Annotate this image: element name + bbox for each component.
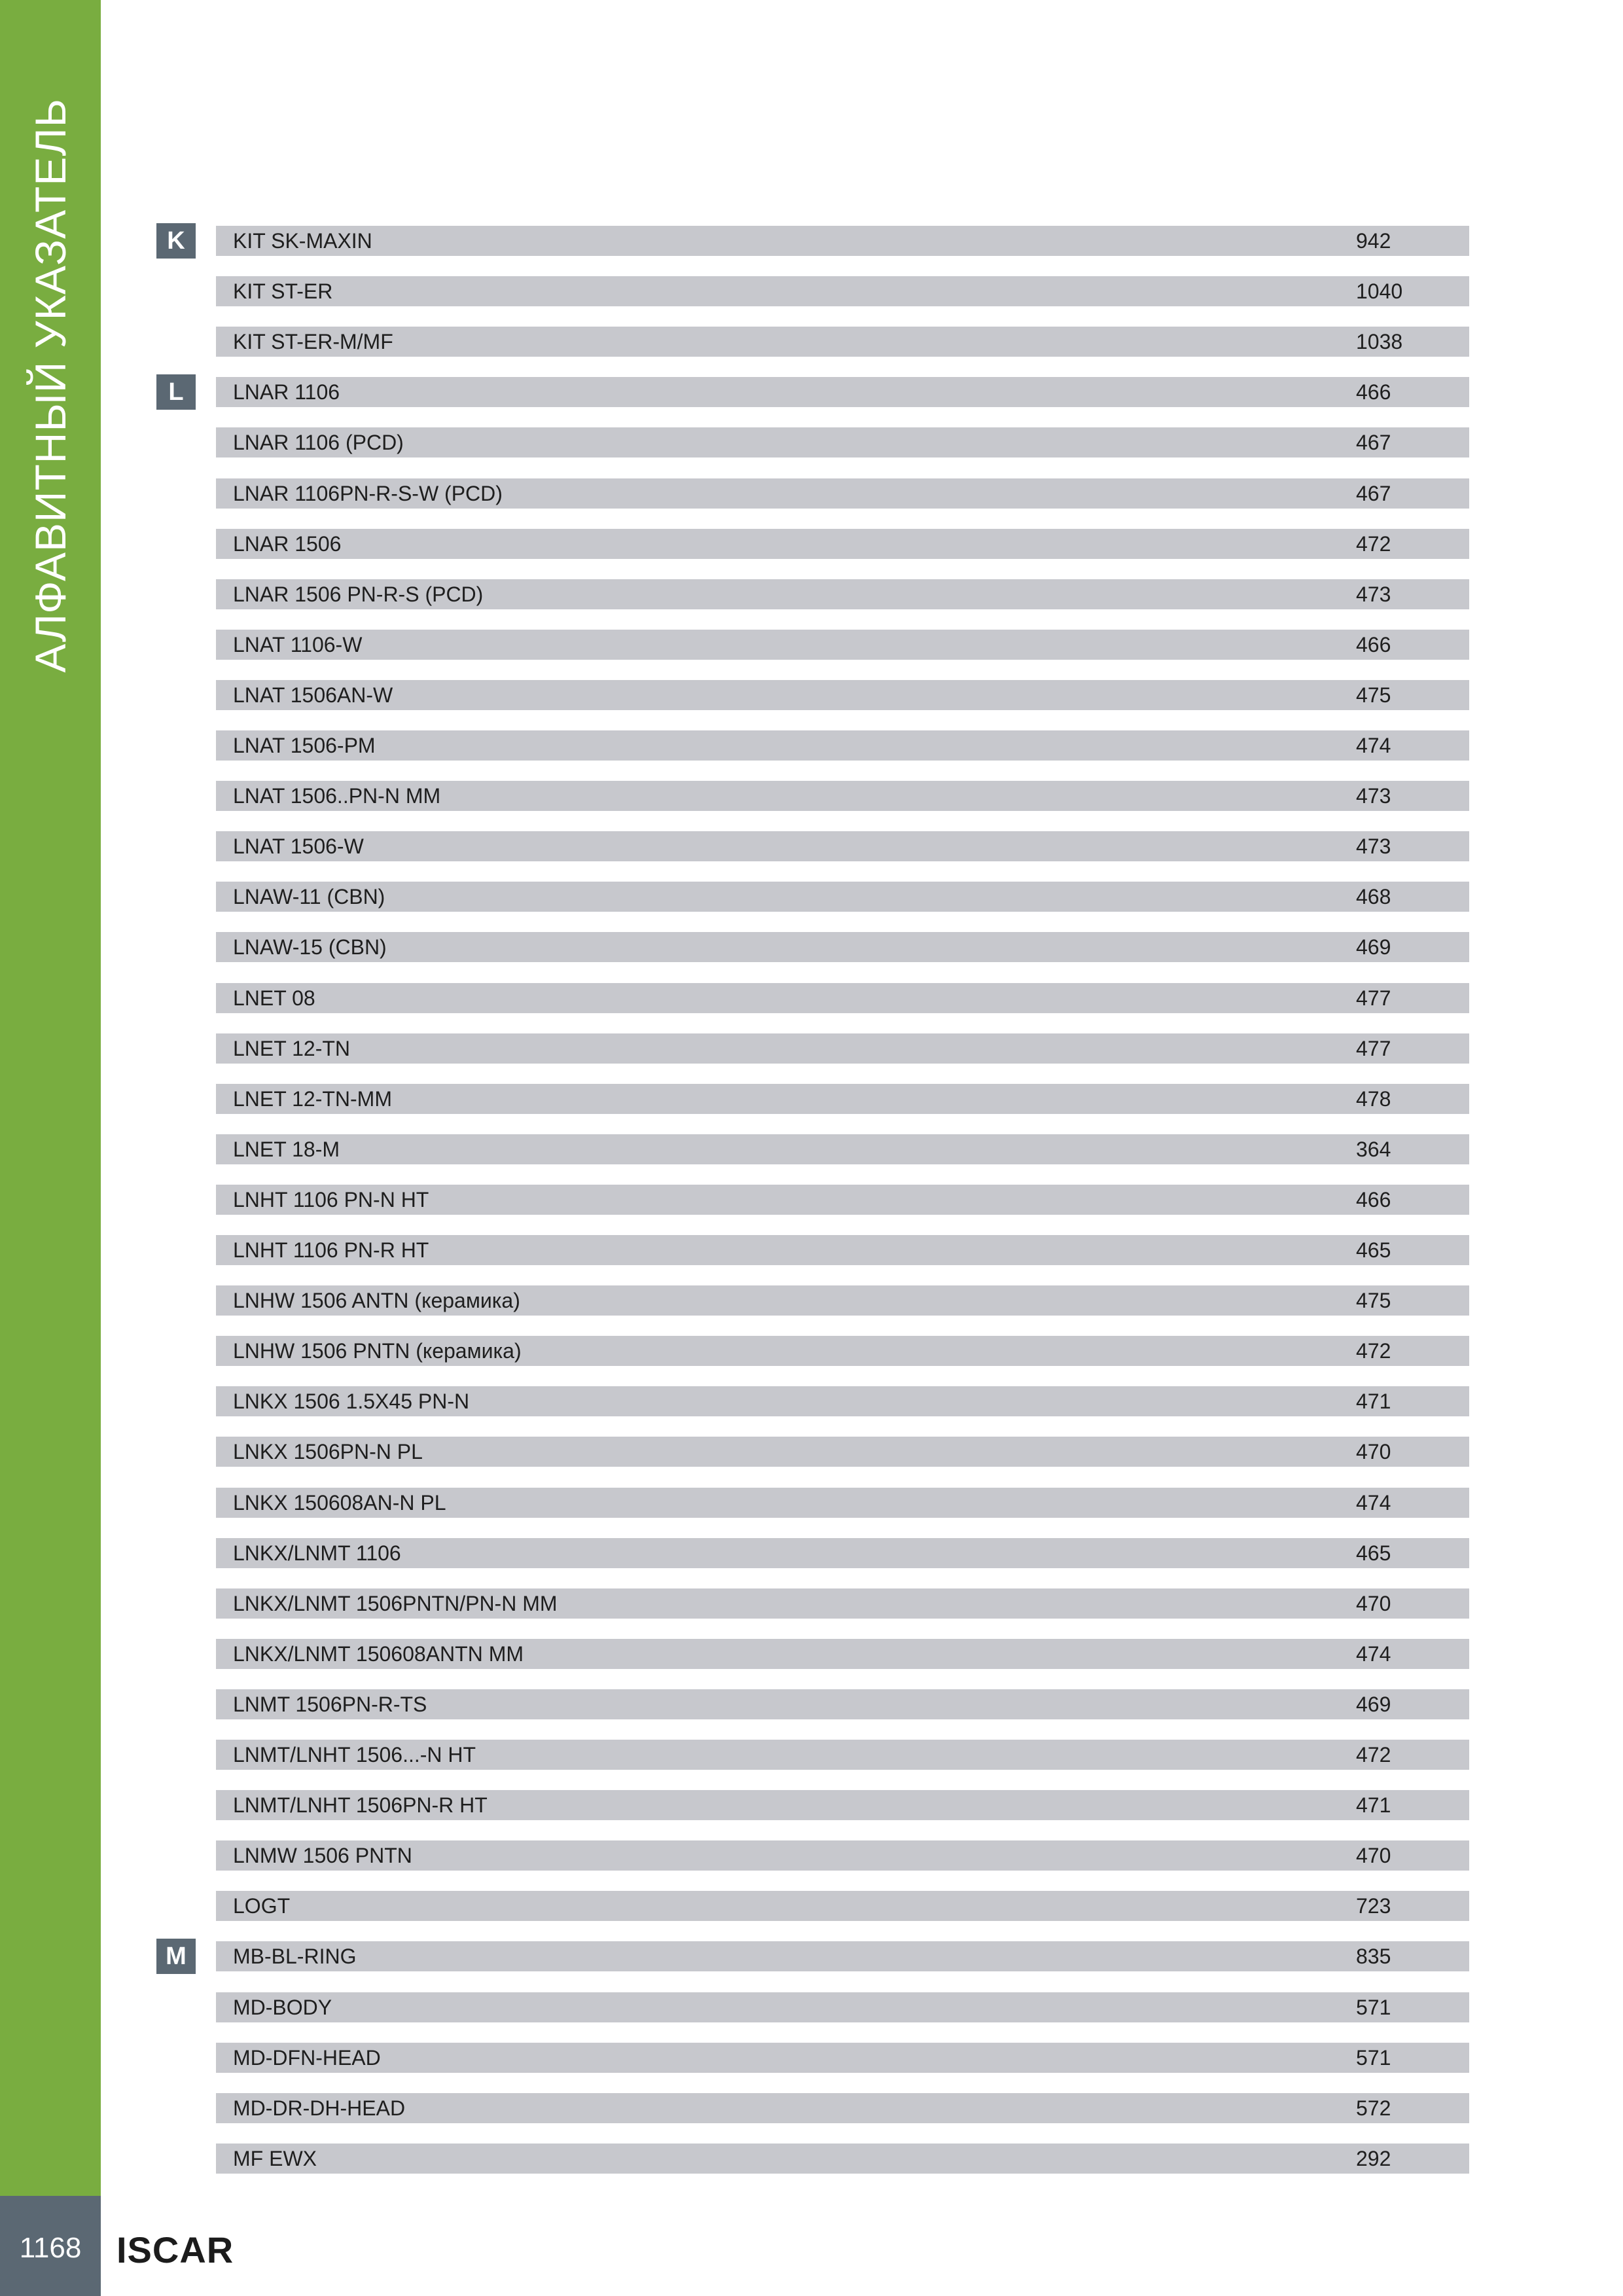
index-row [216,1992,1469,2022]
index-row [216,932,1469,962]
index-row [216,276,1469,306]
index-row [216,1235,1469,1265]
index-row [216,781,1469,811]
index-row [216,478,1469,509]
index-row [216,1588,1469,1619]
index-row [216,831,1469,861]
entry-name: LNKX/LNMT 150608ANTN MM [233,1642,524,1666]
entry-name: KIT ST-ER [233,279,333,303]
entry-name: LNET 12-TN-MM [233,1087,392,1111]
entry-page: 470 [1356,1592,1391,1615]
index-row [216,2144,1469,2174]
index-row [216,730,1469,761]
entry-name: LNKX/LNMT 1506PNTN/PN-N MM [233,1592,558,1615]
letter-marker: L [156,374,196,410]
entry-name: LNKX 1506PN-N PL [233,1440,423,1463]
entry-name: LNHT 1106 PN-R HT [233,1238,429,1262]
entry-page: 471 [1356,1390,1391,1413]
index-row [216,1336,1469,1366]
entry-page: 477 [1356,986,1391,1010]
entry-name: LNMW 1506 PNTN [233,1844,412,1867]
entry-name: MD-DR-DH-HEAD [233,2096,406,2120]
entry-page: 466 [1356,1188,1391,1211]
entry-page: 467 [1356,482,1391,505]
index-row [216,377,1469,407]
index-row [216,630,1469,660]
entry-page: 473 [1356,834,1391,858]
entry-page: 471 [1356,1793,1391,1817]
index-row [216,1386,1469,1416]
index-row [216,983,1469,1013]
entry-page: 470 [1356,1440,1391,1463]
index-row [216,1740,1469,1770]
entry-page: 472 [1356,1339,1391,1363]
entry-name: LNAR 1506 PN-R-S (PCD) [233,583,484,606]
index-row [216,1790,1469,1820]
index-row [216,2043,1469,2073]
index-row [216,1639,1469,1669]
index-row [216,1185,1469,1215]
entry-name: LNAT 1506-W [233,834,364,858]
index-row [216,1033,1469,1064]
entry-page: 472 [1356,532,1391,556]
entry-page: 723 [1356,1894,1391,1918]
entry-page: 474 [1356,1491,1391,1515]
index-row [216,579,1469,609]
index-row [216,1285,1469,1316]
entry-name: LNAR 1106PN-R-S-W (PCD) [233,482,503,505]
entry-page: 473 [1356,784,1391,808]
index-row [216,2093,1469,2123]
entry-page: 475 [1356,1289,1391,1312]
entry-page: 472 [1356,1743,1391,1767]
entry-page: 475 [1356,683,1391,707]
entry-page: 364 [1356,1138,1391,1161]
entry-name: LNET 18-M [233,1138,340,1161]
entry-page: 1040 [1356,279,1403,303]
entry-name: LNET 12-TN [233,1037,351,1060]
entry-name: LOGT [233,1894,291,1918]
entry-page: 1038 [1356,330,1403,353]
index-row [216,1084,1469,1114]
entry-page: 571 [1356,2046,1391,2070]
letter-marker: M [156,1939,196,1974]
index-row [216,226,1469,256]
entry-name: LNHW 1506 ANTN (керамика) [233,1289,520,1312]
entry-name: LNAW-15 (CBN) [233,935,387,959]
entry-page: 467 [1356,431,1391,454]
index-row [216,1891,1469,1921]
entry-name: LNAT 1506AN-W [233,683,393,707]
entry-name: KIT ST-ER-M/MF [233,330,393,353]
entry-page: 468 [1356,885,1391,908]
entry-page: 466 [1356,633,1391,656]
entry-page: 474 [1356,734,1391,757]
sidebar-title: АЛФАВИТНЫЙ УКАЗАТЕЛЬ [26,98,75,673]
entry-page: 292 [1356,2147,1391,2170]
entry-name: LNAR 1506 [233,532,342,556]
entry-page: 466 [1356,380,1391,404]
entry-page: 465 [1356,1238,1391,1262]
entry-name: LNKX 1506 1.5X45 PN-N [233,1390,470,1413]
entry-page: 469 [1356,935,1391,959]
entry-page: 835 [1356,1945,1391,1968]
index-row [216,882,1469,912]
index-row [216,1941,1469,1971]
letter-marker: K [156,223,196,259]
entry-name: LNAT 1506-PM [233,734,376,757]
entry-page: 470 [1356,1844,1391,1867]
sidebar [0,0,101,2196]
entry-name: MD-BODY [233,1996,332,2019]
index-row [216,1488,1469,1518]
entry-name: MB-BL-RING [233,1945,357,1968]
entry-name: LNAT 1506..PN-N MM [233,784,441,808]
entry-name: LNAT 1106-W [233,633,363,656]
entry-name: LNKX/LNMT 1106 [233,1541,401,1565]
entry-page: 469 [1356,1693,1391,1716]
entry-name: LNHW 1506 PNTN (керамика) [233,1339,522,1363]
brand-logo: ISCAR [116,2229,234,2270]
index-row [216,327,1469,357]
entry-page: 473 [1356,583,1391,606]
index-row [216,1437,1469,1467]
entry-name: LNAR 1106 (PCD) [233,431,404,454]
entry-page: 572 [1356,2096,1391,2120]
index-row [216,1689,1469,1719]
index-row [216,1134,1469,1164]
page-number: 1168 [19,2232,82,2264]
entry-page: 474 [1356,1642,1391,1666]
entry-name: LNMT 1506PN-R-TS [233,1693,427,1716]
entry-name: LNET 08 [233,986,315,1010]
entry-page: 465 [1356,1541,1391,1565]
entry-name: MD-DFN-HEAD [233,2046,381,2070]
entry-name: MF EWX [233,2147,317,2170]
index-row [216,427,1469,457]
index-row [216,1538,1469,1568]
index-row [216,680,1469,710]
index-row [216,529,1469,559]
entry-page: 478 [1356,1087,1391,1111]
entry-page: 942 [1356,229,1391,253]
entry-name: LNMT/LNHT 1506...-N HT [233,1743,476,1767]
entry-page: 477 [1356,1037,1391,1060]
entry-name: LNAR 1106 [233,380,340,404]
entry-page: 571 [1356,1996,1391,2019]
index-row [216,1840,1469,1871]
entry-name: LNHT 1106 PN-N HT [233,1188,429,1211]
entry-name: LNMT/LNHT 1506PN-R HT [233,1793,488,1817]
entry-name: LNKX 150608AN-N PL [233,1491,446,1515]
entry-name: LNAW-11 (CBN) [233,885,385,908]
entry-name: KIT SK-MAXIN [233,229,372,253]
